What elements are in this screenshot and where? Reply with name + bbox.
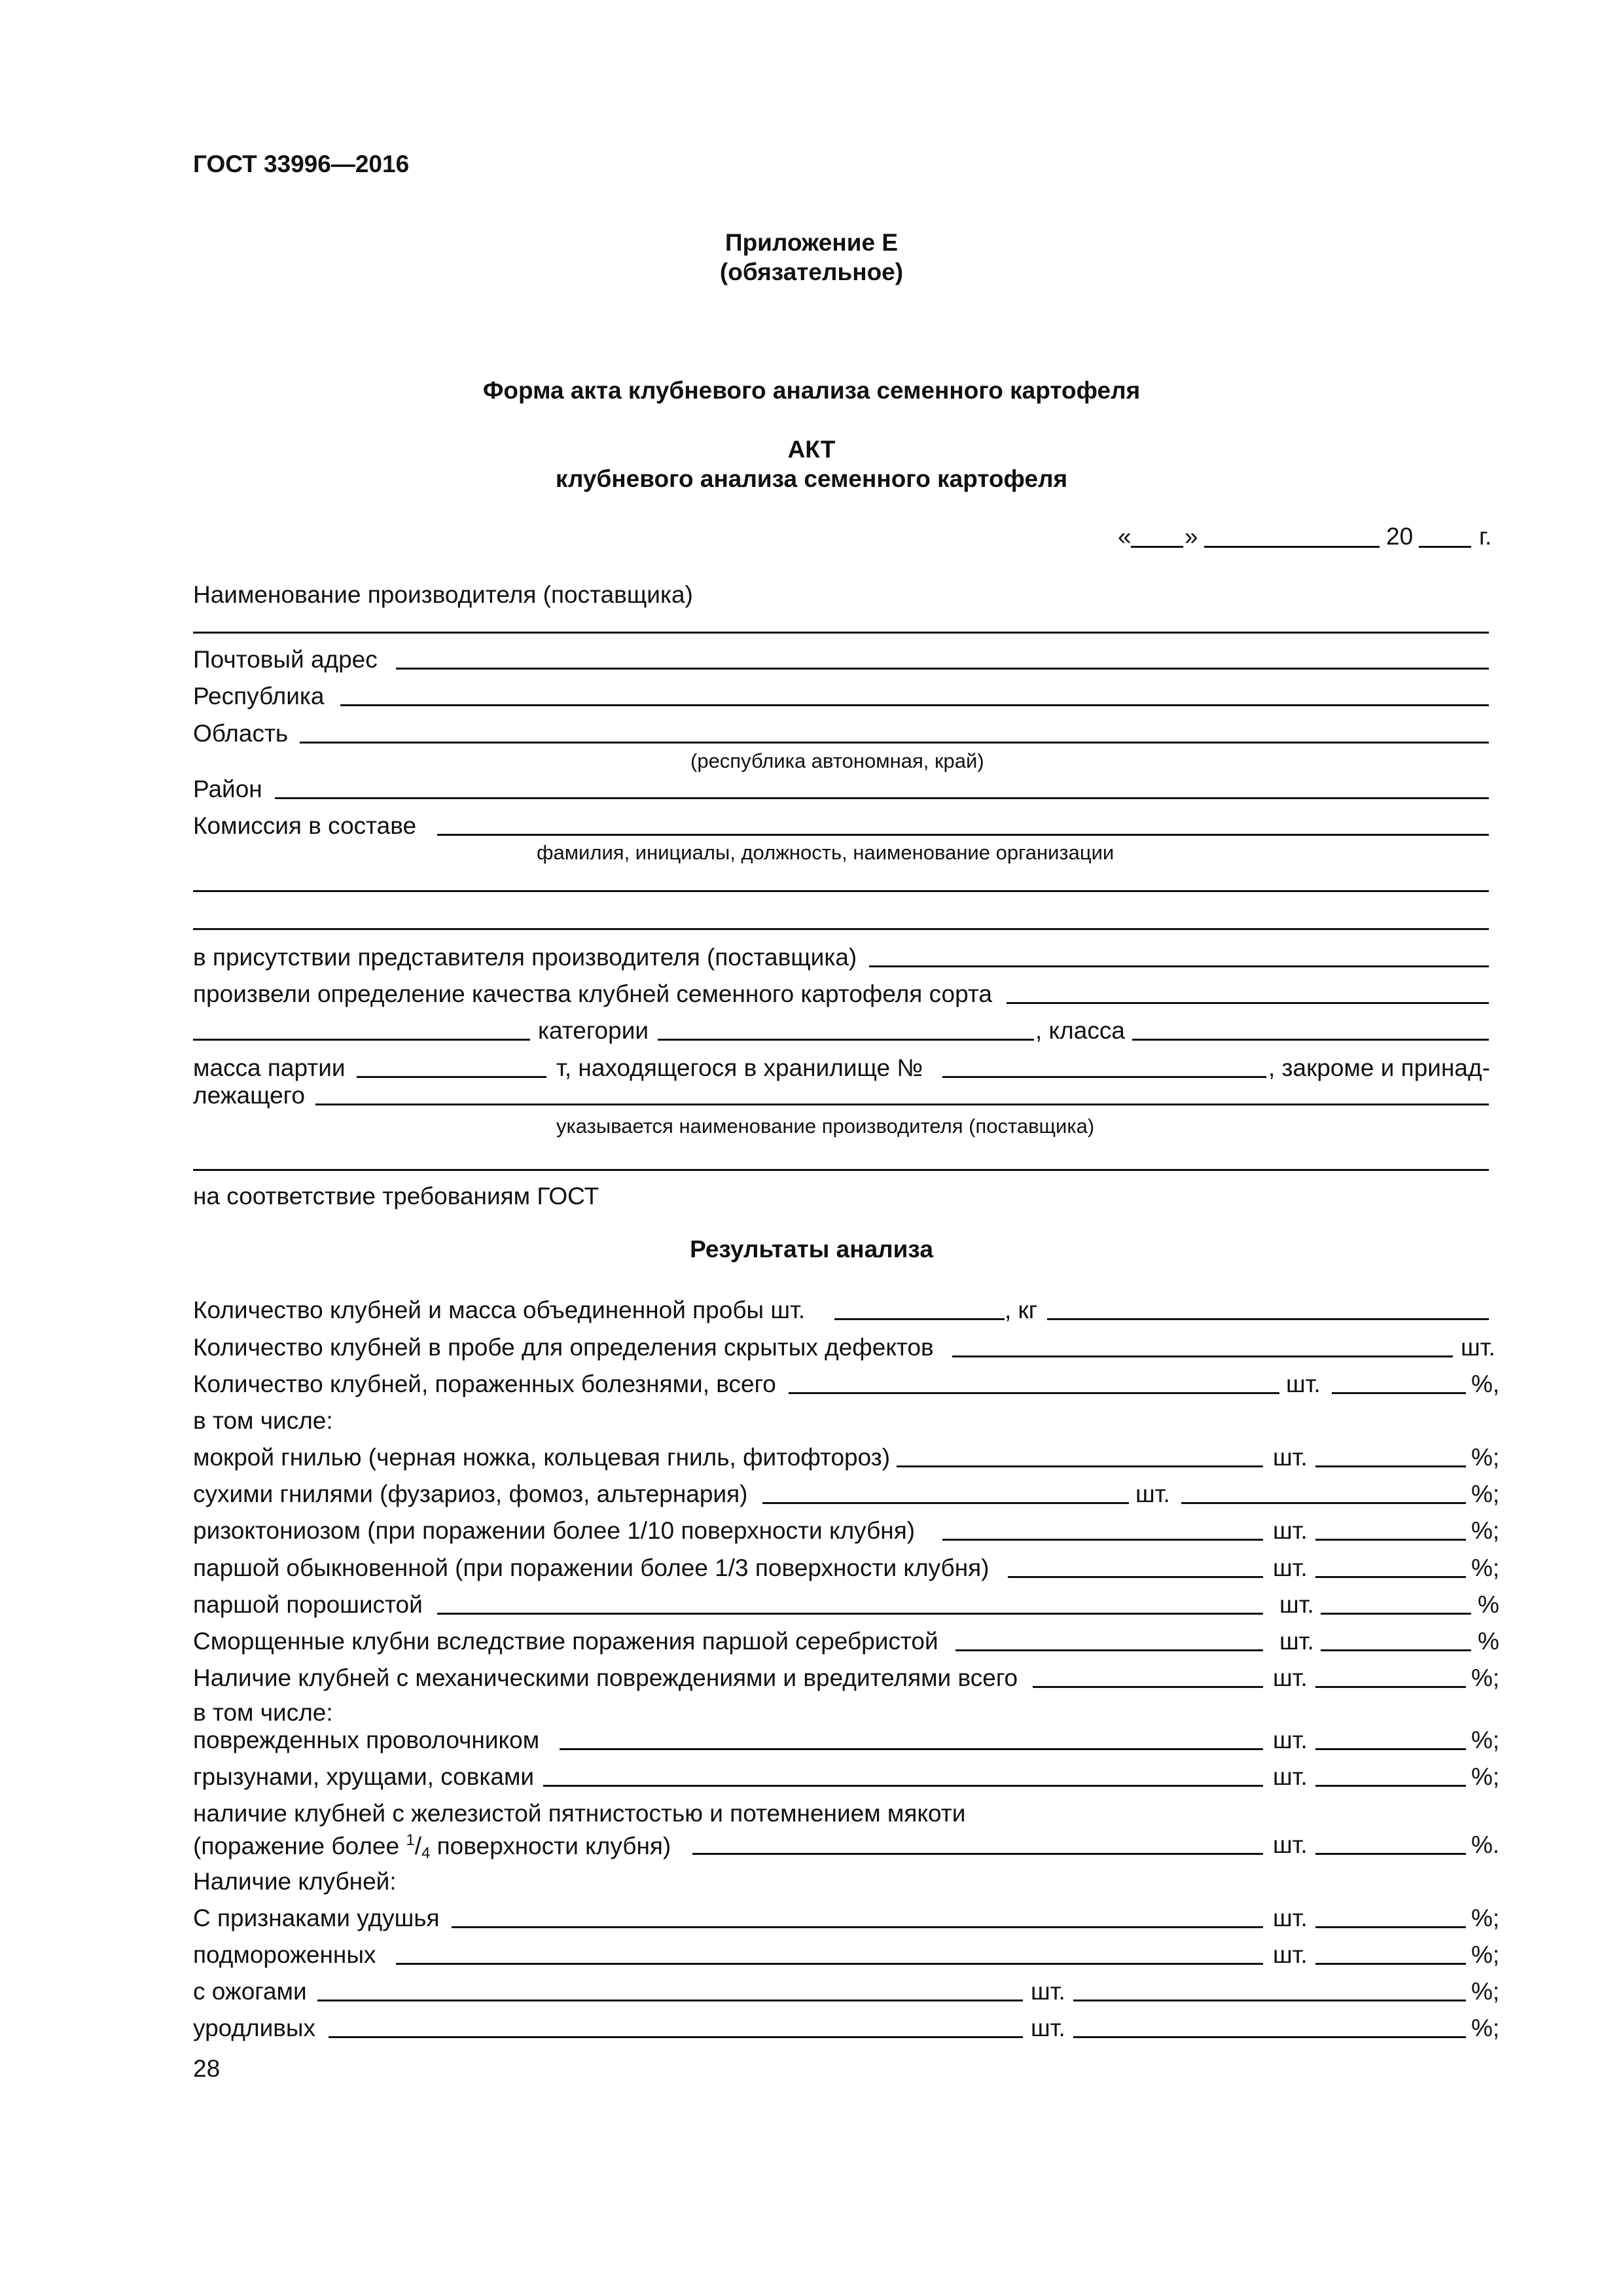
fraction-numerator: 1 bbox=[406, 1831, 415, 1849]
diseased-label: Количество клубней, пораженных болезнями, всего bbox=[193, 1371, 776, 1397]
dry-rot-pcs-unit: шт. bbox=[1135, 1480, 1170, 1507]
silver-scurf-pct-unit: % bbox=[1478, 1628, 1499, 1655]
presence-tubers-label: Наличие клубней: bbox=[193, 1868, 397, 1895]
rodents-pcs-field[interactable] bbox=[543, 1785, 1263, 1787]
region-field[interactable] bbox=[300, 742, 1489, 744]
common-scab-label: паршой обыкновенной (при поражении более 1/3 поверхности клубня) bbox=[193, 1554, 990, 1581]
frozen-pcs-field[interactable] bbox=[396, 1963, 1263, 1965]
suffocation-pct-unit: %; bbox=[1471, 1905, 1500, 1931]
suffocation-pcs-unit: шт. bbox=[1273, 1905, 1308, 1931]
dry-rot-label: сухими гнилями (фузариоз, фомоз, альтернария) bbox=[193, 1480, 748, 1507]
category-label: категории bbox=[538, 1017, 649, 1044]
dry-rot-pct-field[interactable] bbox=[1181, 1502, 1466, 1504]
wet-rot-pct-unit: %; bbox=[1471, 1444, 1500, 1471]
rhizoctonia-pcs-field[interactable] bbox=[942, 1539, 1263, 1541]
dry-rot-pct-unit: %; bbox=[1471, 1480, 1500, 1507]
fraction-denominator: 4 bbox=[421, 1844, 431, 1862]
ferrous-pcs-unit: шт. bbox=[1273, 1831, 1308, 1858]
year-prefix: 20 bbox=[1386, 523, 1414, 550]
rhizoctonia-pct-unit: %; bbox=[1471, 1517, 1500, 1544]
commission-field-line2[interactable] bbox=[193, 890, 1489, 892]
common-scab-pcs-unit: шт. bbox=[1273, 1554, 1308, 1581]
burns-pcs-field[interactable] bbox=[317, 2000, 1023, 2001]
ferrous-pct-field[interactable] bbox=[1315, 1853, 1466, 1855]
rhizoctonia-pcs-unit: шт. bbox=[1273, 1517, 1308, 1544]
count-mass-label: Количество клубней и масса объединенной пробы шт. bbox=[193, 1297, 806, 1323]
wet-rot-pcs-unit: шт. bbox=[1273, 1444, 1308, 1471]
year-suffix: г. bbox=[1479, 523, 1492, 550]
commission-field[interactable] bbox=[437, 834, 1489, 836]
burns-label: с ожогами bbox=[193, 1978, 307, 2005]
region-label: Область bbox=[193, 720, 289, 747]
ferrous-pcs-field[interactable] bbox=[692, 1853, 1263, 1855]
rodents-pcs-unit: шт. bbox=[1273, 1763, 1308, 1790]
rodents-pct-field[interactable] bbox=[1315, 1785, 1466, 1787]
diseased-pct-unit: %, bbox=[1471, 1371, 1500, 1397]
suffocation-label: С признаками удушья bbox=[193, 1905, 440, 1931]
mass-label: масса партии bbox=[193, 1054, 346, 1081]
presence-field[interactable] bbox=[869, 965, 1489, 967]
ferrous-pct-unit: %. bbox=[1471, 1831, 1500, 1858]
wireworm-label: поврежденных проволочником bbox=[193, 1727, 540, 1753]
silver-scurf-pcs-field[interactable] bbox=[955, 1649, 1263, 1651]
class-label: , класса bbox=[1035, 1017, 1125, 1044]
burns-pcs-unit: шт. bbox=[1031, 1978, 1065, 2005]
powdery-scab-pct-field[interactable] bbox=[1321, 1613, 1471, 1615]
class-field[interactable] bbox=[1132, 1039, 1489, 1041]
wireworm-pct-field[interactable] bbox=[1315, 1748, 1466, 1750]
rodents-pct-unit: %; bbox=[1471, 1763, 1500, 1790]
form-title: Форма акта клубневого анализа семенного картофеля bbox=[482, 377, 1141, 404]
belonging-field[interactable] bbox=[315, 1103, 1489, 1105]
powdery-scab-label: паршой порошистой bbox=[193, 1591, 423, 1618]
hidden-defects-unit: шт. bbox=[1461, 1334, 1495, 1361]
count-field[interactable] bbox=[834, 1318, 1005, 1320]
frozen-pct-unit: %; bbox=[1471, 1941, 1500, 1968]
mass-kg-field[interactable] bbox=[1047, 1318, 1489, 1320]
ferrous-label-prefix: (поражение более bbox=[193, 1833, 406, 1859]
including-label: в том числе: bbox=[193, 1407, 333, 1434]
suffocation-pct-field[interactable] bbox=[1315, 1926, 1466, 1928]
diseased-pct-field[interactable] bbox=[1332, 1392, 1466, 1394]
diseased-pcs-unit: шт. bbox=[1286, 1371, 1321, 1397]
variety-field[interactable] bbox=[1007, 1002, 1489, 1004]
kg-label: , кг bbox=[1005, 1297, 1038, 1323]
appendix-status: (обязательное) bbox=[719, 259, 904, 285]
deformed-pct-field[interactable] bbox=[1073, 2036, 1466, 2038]
wireworm-pct-unit: %; bbox=[1471, 1727, 1500, 1753]
producer-label: Наименование производителя (поставщика) bbox=[193, 581, 693, 608]
mechanical-label: Наличие клубней с механическими повреждениями и вредителями всего bbox=[193, 1664, 1018, 1691]
date-close-quote: » bbox=[1185, 523, 1198, 550]
deformed-pcs-unit: шт. bbox=[1031, 2015, 1065, 2041]
deformed-pct-unit: %; bbox=[1471, 2015, 1500, 2041]
appendix-title: Приложение Е bbox=[724, 229, 899, 256]
act-subtitle: клубневого анализа семенного картофеля bbox=[555, 465, 1068, 492]
postal-field[interactable] bbox=[396, 668, 1489, 670]
powdery-scab-pcs-field[interactable] bbox=[437, 1613, 1263, 1615]
variety-field-cont[interactable] bbox=[193, 1039, 530, 1041]
mechanical-pct-unit: %; bbox=[1471, 1664, 1500, 1691]
conformity-label: на соответствие требованиям ГОСТ bbox=[193, 1183, 599, 1210]
ferrous-label-line2: (поражение более $^1/_4$ поверхности клубня) bbox=[193, 1831, 671, 1862]
ferrous-label-suffix: поверхности клубня) bbox=[430, 1833, 671, 1859]
wet-rot-pct-field[interactable] bbox=[1315, 1465, 1466, 1467]
silver-scurf-pcs-unit: шт. bbox=[1279, 1628, 1314, 1655]
rodents-label: грызунами, хрущами, совками bbox=[193, 1763, 535, 1790]
date-open-quote: « bbox=[1118, 523, 1132, 550]
bin-label: , закроме и принад- bbox=[1268, 1054, 1490, 1081]
powdery-scab-pcs-unit: шт. bbox=[1279, 1591, 1314, 1618]
frozen-label: подмороженных bbox=[193, 1941, 376, 1968]
belonging-field-line2[interactable] bbox=[193, 1169, 1489, 1171]
burns-pct-unit: %; bbox=[1471, 1978, 1500, 2005]
deformed-pcs-field[interactable] bbox=[329, 2036, 1023, 2038]
wireworm-pcs-field[interactable] bbox=[560, 1748, 1263, 1750]
common-scab-pct-unit: %; bbox=[1471, 1554, 1500, 1581]
common-scab-pct-field[interactable] bbox=[1315, 1576, 1466, 1578]
common-scab-pcs-field[interactable] bbox=[1008, 1576, 1263, 1578]
frozen-pcs-unit: шт. bbox=[1273, 1941, 1308, 1968]
rhizoctonia-pct-field[interactable] bbox=[1315, 1539, 1466, 1541]
storage-number-field[interactable] bbox=[942, 1076, 1266, 1078]
silver-scurf-pct-field[interactable] bbox=[1321, 1649, 1471, 1651]
presence-label: в присутствии представителя производителя (поставщика) bbox=[193, 944, 857, 971]
commission-field-line3[interactable] bbox=[193, 928, 1489, 930]
republic-field[interactable] bbox=[340, 704, 1489, 706]
hidden-defects-field[interactable] bbox=[952, 1355, 1453, 1357]
results-title: Результаты анализа bbox=[690, 1236, 933, 1263]
mass-field[interactable] bbox=[357, 1076, 546, 1078]
standard-number: ГОСТ 33996—2016 bbox=[193, 151, 410, 177]
district-label: Район bbox=[193, 776, 262, 802]
mechanical-pct-field[interactable] bbox=[1315, 1686, 1466, 1688]
year-field[interactable] bbox=[1419, 546, 1471, 548]
commission-label: Комиссия в составе bbox=[193, 812, 417, 839]
ferrous-label-line1: наличие клубней с железистой пятнистостью и потемнением мякоти bbox=[193, 1800, 966, 1827]
diseased-pcs-field[interactable] bbox=[789, 1392, 1279, 1394]
region-hint: (республика автономная, край) bbox=[690, 749, 984, 772]
belonging-label: лежащего bbox=[193, 1082, 305, 1109]
postal-label: Почтовый адрес bbox=[193, 646, 378, 673]
belonging-hint: указывается наименование производителя (поставщика) bbox=[556, 1115, 1095, 1138]
mechanical-pcs-unit: шт. bbox=[1273, 1664, 1308, 1691]
month-field[interactable] bbox=[1204, 546, 1380, 548]
powdery-scab-pct-unit: % bbox=[1478, 1591, 1499, 1618]
wireworm-pcs-unit: шт. bbox=[1273, 1727, 1308, 1753]
category-field[interactable] bbox=[658, 1039, 1034, 1041]
rhizoctonia-label: ризоктониозом (при поражении более 1/10 поверхности клубня) bbox=[193, 1517, 916, 1544]
dry-rot-pcs-field[interactable] bbox=[762, 1502, 1129, 1504]
deformed-label: уродливых bbox=[193, 2015, 316, 2041]
burns-pct-field[interactable] bbox=[1073, 2000, 1466, 2001]
variety-label: произвели определение качества клубней семенного картофеля сорта bbox=[193, 980, 992, 1007]
wet-rot-label: мокрой гнилью (черная ножка, кольцевая гниль, фитофтороз) bbox=[193, 1444, 891, 1471]
hidden-defects-label: Количество клубней в пробе для определения скрытых дефектов bbox=[193, 1334, 934, 1361]
republic-label: Республика bbox=[193, 683, 325, 709]
mechanical-pcs-field[interactable] bbox=[1033, 1686, 1263, 1688]
suffocation-pcs-field[interactable] bbox=[452, 1926, 1263, 1928]
frozen-pct-field[interactable] bbox=[1315, 1963, 1466, 1965]
storage-label: т, находящегося в хранилище № bbox=[556, 1054, 923, 1081]
including2-label: в том числе: bbox=[193, 1699, 333, 1726]
district-field[interactable] bbox=[275, 797, 1489, 799]
producer-field[interactable] bbox=[193, 632, 1489, 634]
wet-rot-pcs-field[interactable] bbox=[897, 1465, 1263, 1467]
act-title: АКТ bbox=[787, 436, 836, 463]
day-field[interactable] bbox=[1131, 546, 1183, 548]
silver-scurf-label: Сморщенные клубни вследствие поражения паршой серебристой bbox=[193, 1628, 938, 1655]
commission-hint: фамилия, инициалы, должность, наименование организации bbox=[537, 841, 1115, 864]
page-number: 28 bbox=[193, 2055, 221, 2082]
